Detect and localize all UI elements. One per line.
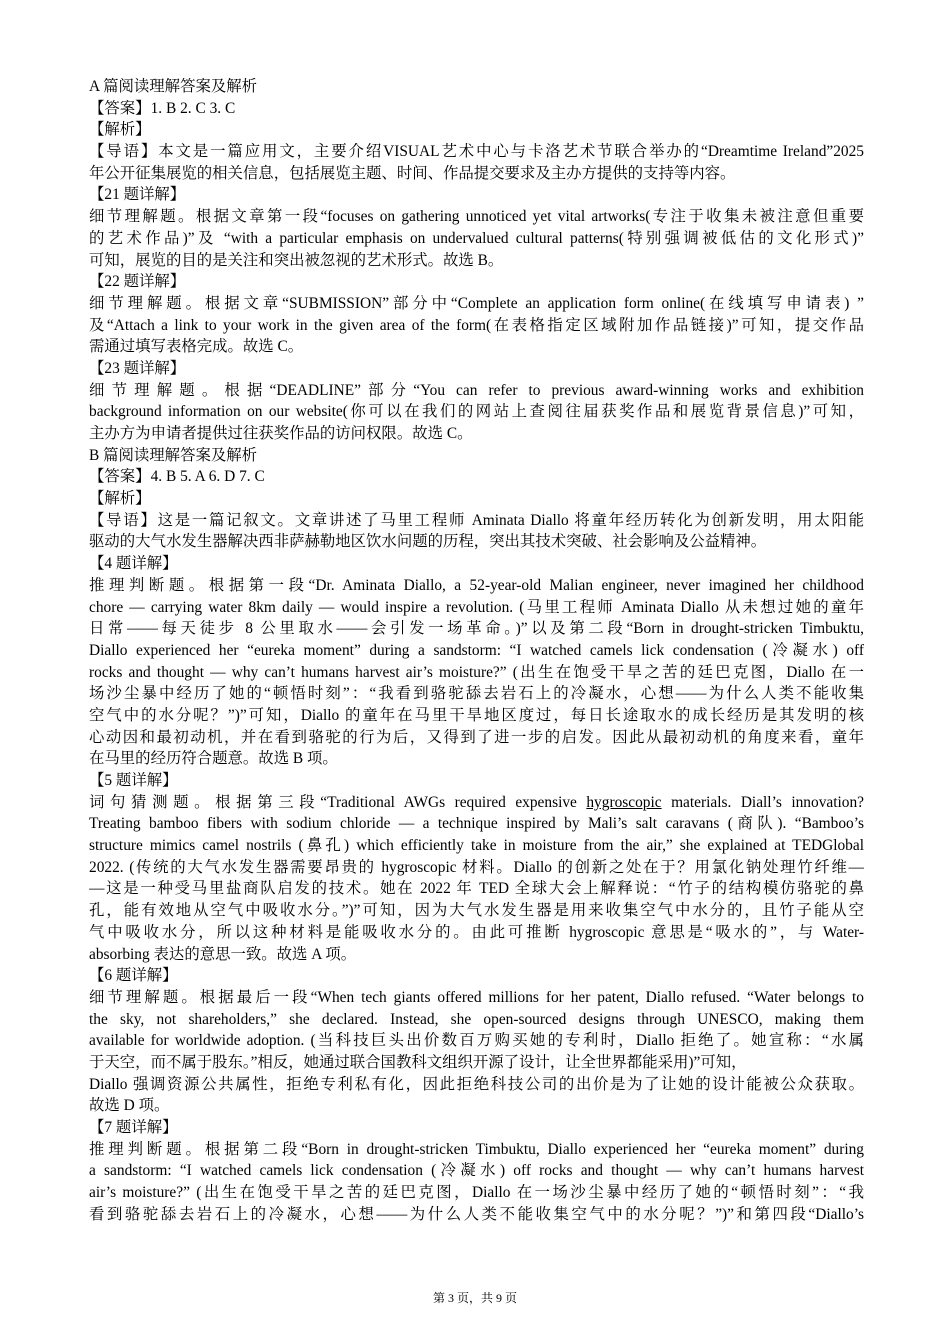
text-line: 推理判断题。根据第二段“Born in drought-stricken Timbuktu, Diallo experienced her “eureka moment” during [89,1140,864,1158]
text-line: absorbing 表达的意思一致。故选 A 项。 [89,945,357,963]
text-line: 细节理解题。根据文章“SUBMISSION”部分中“Complete an application form online(在线填写申请表) ” [89,294,864,312]
text-line: 看到骆驼舔去岩石上的冷凝水，心想——为什么人类不能收集空气中的水分呢？”)”和第四段“Diallo’s [89,1205,864,1223]
text-line: 2022. (传统的大气水发生器需要昂贵的 hygroscopic 材料。Diallo 的创新之处在于？用氯化钠处理竹纤维— [89,858,864,876]
text-line: 场沙尘暴中经历了她的“顿悟时刻”：“我看到骆驼舔去岩石上的冷凝水，心想——为什么人类不能收集 [89,685,864,703]
text-line: 气中吸收水分，所以这种材料是能吸收水分的。由此可推断 hygroscopic 意思是“吸水的”，与 Water- [89,923,864,941]
text-line: 故选 D 项。 [89,1097,170,1115]
text-line: 细节理解题。根据文章第一段“focuses on gathering unnoticed yet vital artworks(专注于收集未被注意但重要 [89,208,864,226]
document-body [89,76,864,1225]
text-line: 需通过填写表格完成。故选 C。 [89,338,304,356]
text-line: 细节理解题。根据“DEADLINE”部分“You can refer to previous award-winning works and exhibition [89,381,864,399]
text-line: 【答案】4. B 5. A 6. D 7. C [89,468,265,486]
text-line: 【4 题详解】 [89,555,178,573]
text-line: available for worldwide adoption. (当科技巨头出价数百万购买她的专利时，Diallo 拒绝了。她宣称：“水属 [89,1032,864,1050]
text-line: 【答案】1. B 2. C 3. C [89,99,236,117]
text-line: 词句猜测题。根据第三段“Traditional AWGs required expensive hygroscopic materials. Diall’s innovation? [89,793,864,811]
text-line: 驱动的大气水发生器解决西非萨赫勒地区饮水问题的历程，突出其技术突破、社会影响及公益精神。 [89,533,767,551]
text-line: 于天空，而不属于股东。”相反，她通过联合国教科文组织开源了设计，让全世界都能采用)”可知， [89,1053,747,1071]
text-line: —这是一种受马里盐商队启发的技术。她在 2022 年 TED 全球大会上解释说：“竹子的结构模仿骆驼的鼻 [89,880,864,898]
text-line: 可知，展览的目的是关注和突出被忽视的艺术形式。故选 B。 [89,251,504,269]
underlined-word: hygroscopic [586,793,662,811]
text-line: rocks and thought — why can’t humans harvest air’s moisture?” (出生在饱受干旱之苦的廷巴克图，Diallo 在一 [89,663,864,681]
text-line: 【导语】这是一篇记叙文。文章讲述了马里工程师 Aminata Diallo 将童年经历转化为创新发明，用太阳能 [89,511,864,529]
text-line: 日常——每天徒步 8 公里取水——会引发一场革命。)”以及第二段“Born in drought-stricken Timbuktu, [89,620,864,638]
text-line: 【6 题详解】 [89,967,178,985]
text-line: 空气中的水分呢？”)”可知，Diallo 的童年在马里干旱地区度过，每日长途取水的成长经历是其发明的核 [89,706,864,724]
text-line: Treating bamboo fibers with sodium chloride — a technique inspired by Mali’s salt caravans (商队). “Bamboo’s [89,815,864,833]
text-line: 【22 题详解】 [89,273,186,291]
text-line: A 篇阅读理解答案及解析 [89,78,258,95]
text-line: 【7 题详解】 [89,1119,178,1136]
text-line: structure mimics camel nostrils (鼻孔) which efficiently take in moisture from the air,” she explained at TEDGlobal [89,837,864,855]
text-line: B 篇阅读理解答案及解析 [89,446,258,464]
text-line: 及“Attach a link to your work in the given area of the form(在表格指定区域附加作品链接)”可知，提交作品 [89,316,864,334]
text-line: 【23 题详解】 [89,359,186,377]
text-line: 主办方为申请者提供过往获奖作品的访问权限。故选 C。 [89,425,473,442]
text-line: 心动因和最初动机，并在看到骆驼的行为后，又得到了进一步的启发。因此从最初动机的角度来看，童年 [89,728,864,746]
text-line: Diallo 强调资源公共属性，拒绝专利私有化，因此拒绝科技公司的出价是为了让她的设计能被公众获取。 [89,1075,864,1093]
text-line: 在马里的经历符合题意。故选 B 项。 [89,750,338,768]
text-line: 孔，能有效地从空气中吸收水分。”)”可知，因为大气水发生器是用来收集空气中水分的，且竹子能从空 [89,902,864,920]
text-line: 的艺术作品)”及 “with a particular emphasis on undervalued cultural patterns(特别强调被低估的文化形式)” [89,229,864,247]
text-line: 【21 题详解】 [89,186,186,204]
text-line: chore — carrying water 8km daily — would inspire a revolution. (马里工程师 Aminata Diallo 从未想过她的童年 [89,598,864,616]
text-line: 推理判断题。根据第一段“Dr. Aminata Diallo, a 52-year-old Malian engineer, never imagined her childhood [89,576,864,594]
text-line: 细节理解题。根据最后一段“When tech giants offered millions for her patent, Diallo refused. “Water belongs to [89,988,864,1006]
text-line: Diallo experienced her “eureka moment” during a sandstorm: “I watched camels lick condensation (冷凝水) off [89,641,864,659]
text-line: a sandstorm: “I watched camels lick condensation (冷凝水) off rocks and thought — why can’t humans harvest [89,1162,864,1180]
text-line: background information on our website(你可以在我们的网站上查阅往届获奖作品和展览背景信息)”可知， [89,403,864,421]
text-line: 年公开征集展览的相关信息，包括展览主题、时间、作品提交要求及主办方提供的支持等内容。 [89,164,736,182]
text-line: 【解析】 [89,121,151,139]
text-line: the sky, not shareholders,” she declared. Instead, she open-sourced designs through UNESCO, making them [89,1010,864,1028]
text-line: 【导语】本文是一篇应用文，主要介绍VISUAL艺术中心与卡洛艺术节联合举办的“Dreamtime Ireland”2025 [89,143,864,161]
page-footer: 第 3 页，共 9 页 [432,1291,517,1305]
text-line: 【5 题详解】 [89,772,178,789]
text-line: 【解析】 [89,490,151,508]
text-line: air’s moisture?” (出生在饱受干旱之苦的廷巴克图，Diallo 在一场沙尘暴中经历了她的“顿悟时刻”：“我 [89,1184,864,1202]
